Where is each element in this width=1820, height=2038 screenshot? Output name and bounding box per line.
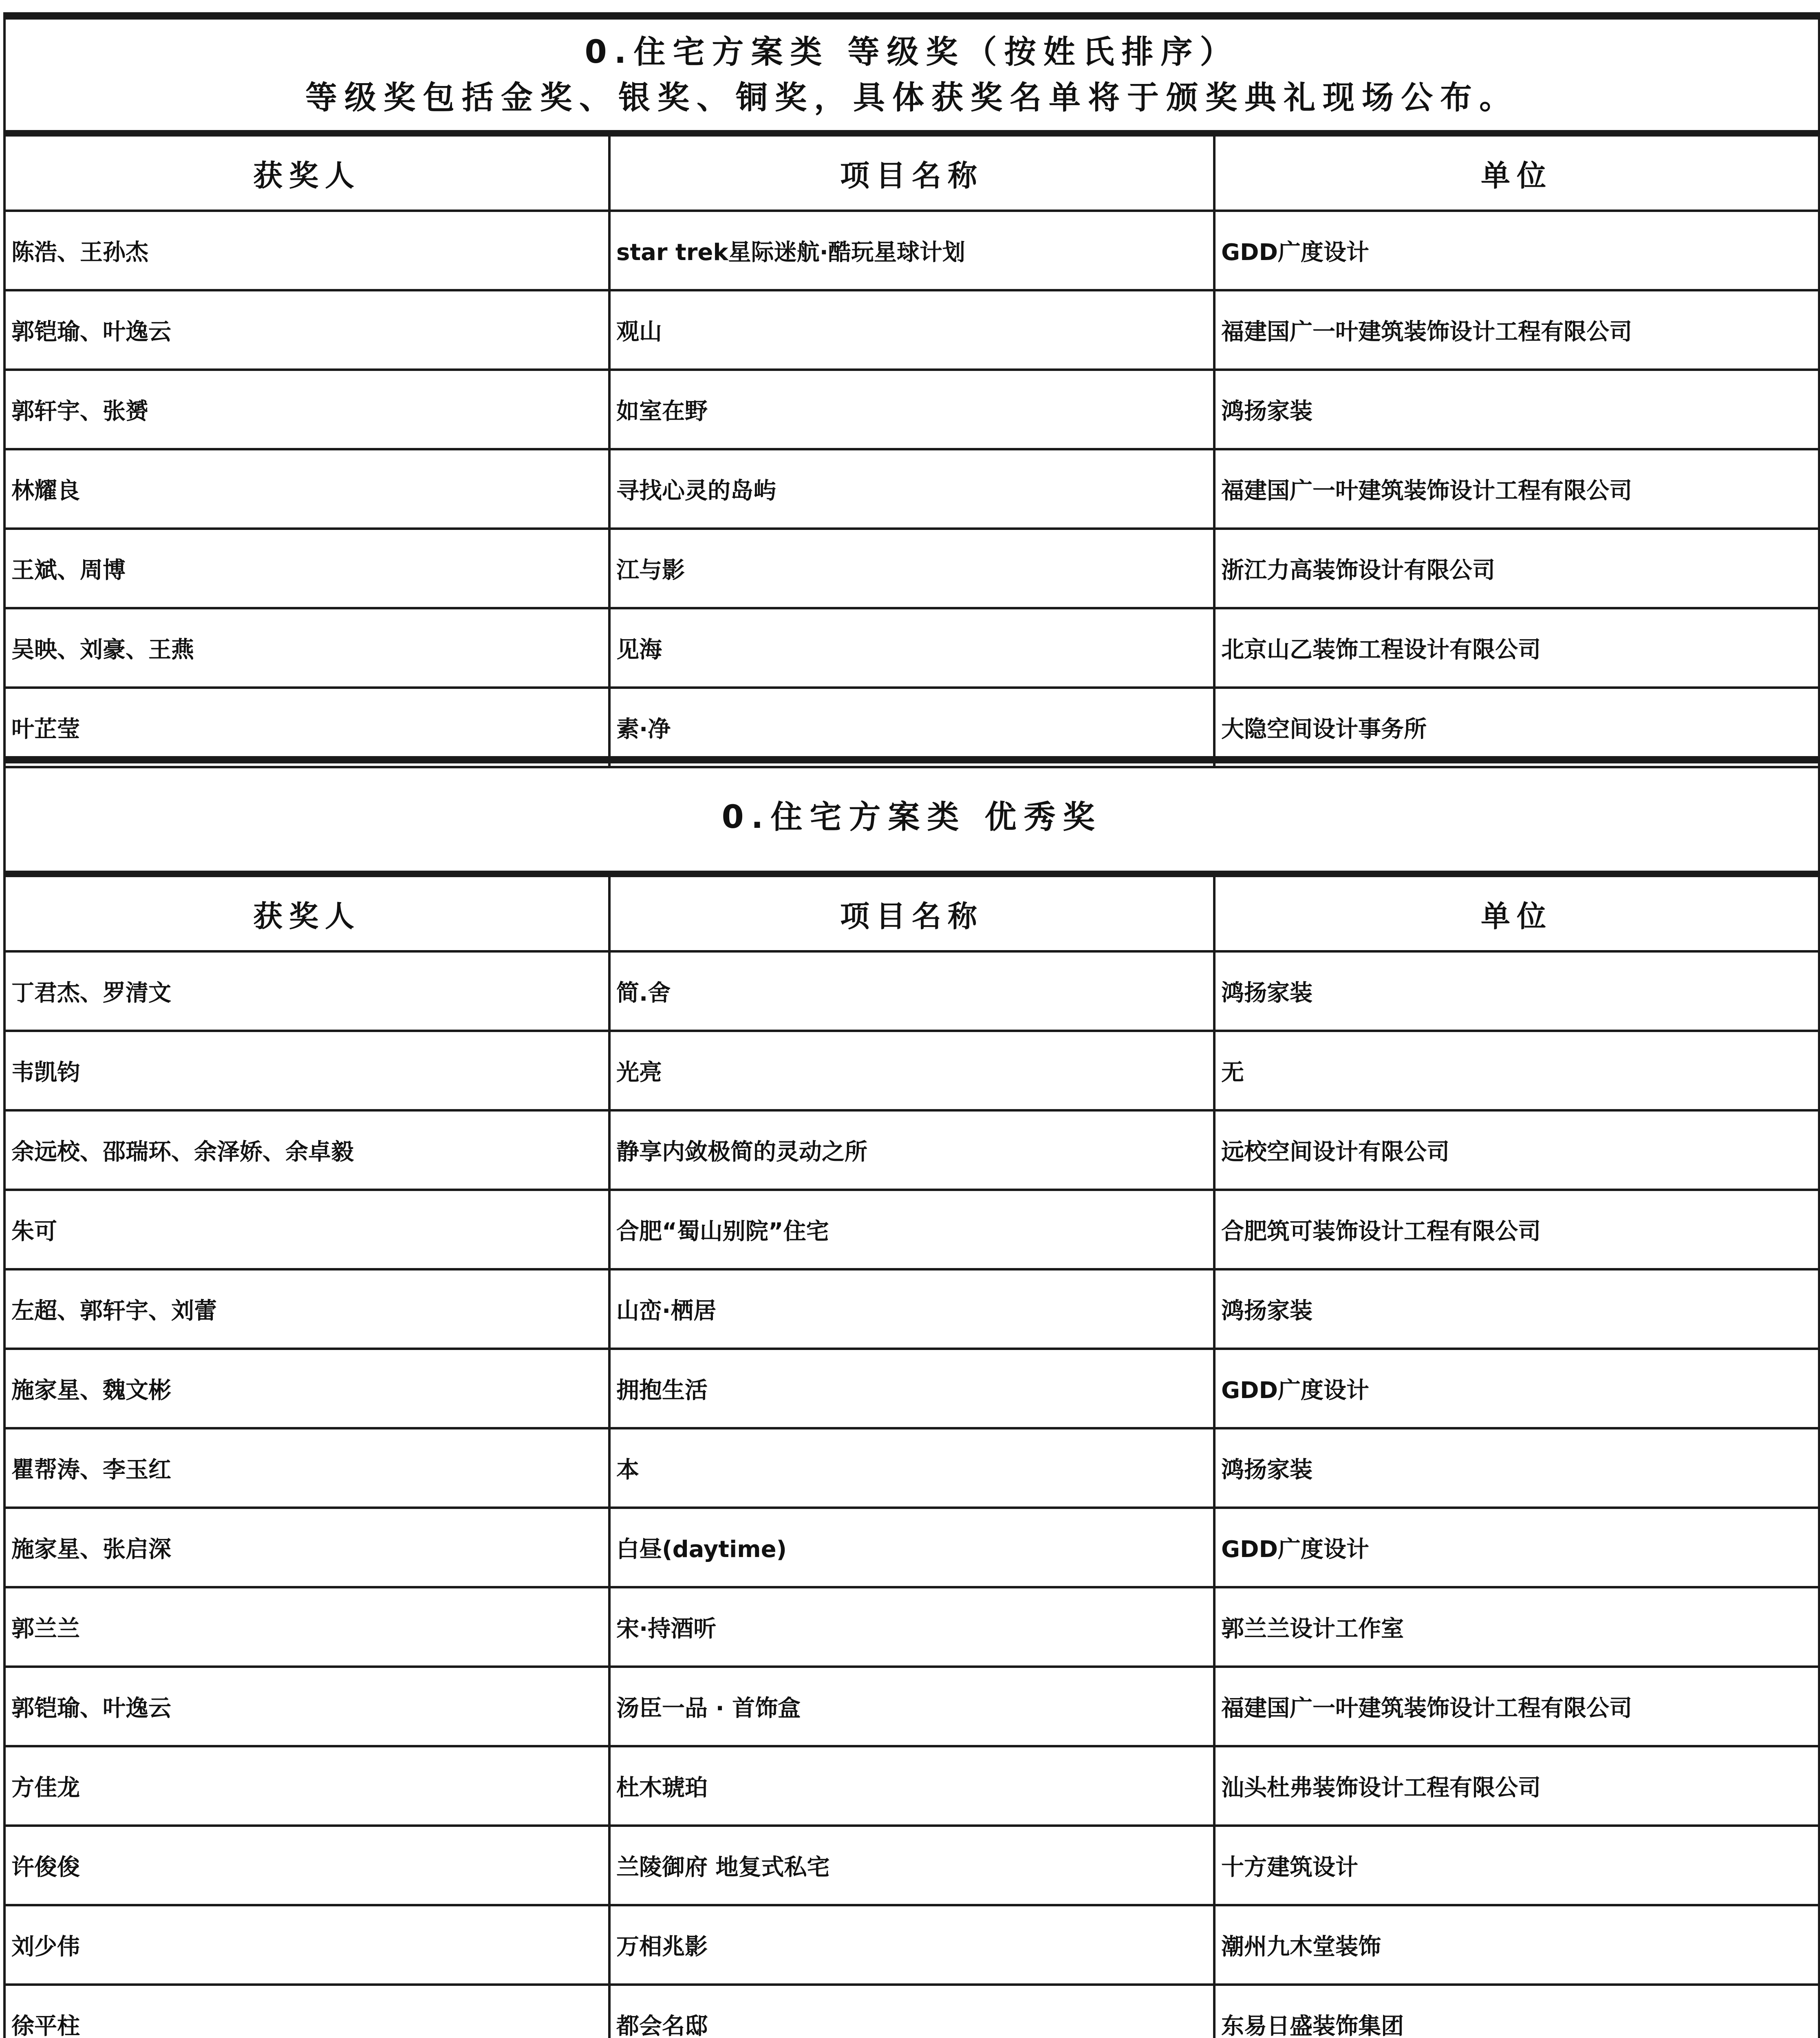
organization-cell: GDD广度设计	[1214, 1349, 1819, 1428]
winner-cell: 余远校、邵瑞环、余泽娇、余卓毅	[4, 1110, 609, 1190]
table-row	[4, 608, 1819, 688]
winner-cell: 徐平柱	[4, 1985, 609, 2038]
winner-cell: 郭轩宇、张赟	[4, 370, 609, 449]
project-cell: 拥抱生活	[609, 1349, 1214, 1428]
organization-cell: 远校空间设计有限公司	[1214, 1110, 1819, 1190]
table-row	[4, 1746, 1819, 1826]
project-cell: 见海	[609, 608, 1214, 688]
table-row	[4, 211, 1819, 290]
winner-cell: 刘少伟	[4, 1905, 609, 1985]
table-row	[4, 1905, 1819, 1985]
winner-cell: 陈浩、王孙杰	[4, 211, 609, 290]
project-cell: 本	[609, 1428, 1214, 1508]
table-row	[4, 951, 1819, 1031]
table-row	[4, 290, 1819, 370]
winner-cell: 丁君杰、罗清文	[4, 951, 609, 1031]
organization-cell: 福建国广一叶建筑装饰设计工程有限公司	[1214, 290, 1819, 370]
winner-cell: 郭兰兰	[4, 1587, 609, 1667]
winner-cell: 郭铠瑜、叶逸云	[4, 290, 609, 370]
project-cell: star trek星际迷航·酷玩星球计划	[609, 211, 1214, 290]
table-row	[4, 1667, 1819, 1746]
winner-cell: 施家星、张启深	[4, 1508, 609, 1587]
project-cell: 合肥“蜀山别院”住宅	[609, 1190, 1214, 1269]
project-cell: 万相兆影	[609, 1905, 1214, 1985]
grade-award-table	[3, 12, 1820, 768]
project-cell: 寻找心灵的岛屿	[609, 449, 1214, 529]
table-row	[4, 1031, 1819, 1110]
section-title	[4, 16, 1819, 133]
column-header-organization: 单位	[1214, 874, 1819, 951]
project-cell: 山峦·栖居	[609, 1269, 1214, 1349]
project-cell: 兰陵御府 地复式私宅	[609, 1826, 1214, 1905]
column-header-project: 项目名称	[609, 133, 1214, 211]
organization-cell: GDD广度设计	[1214, 211, 1819, 290]
organization-cell: 东易日盛装饰集团	[1214, 1985, 1819, 2038]
winner-cell: 瞿帮涛、李玉红	[4, 1428, 609, 1508]
organization-cell: 合肥筑可装饰设计工程有限公司	[1214, 1190, 1819, 1269]
organization-cell: 十方建筑设计	[1214, 1826, 1819, 1905]
organization-cell: 无	[1214, 1031, 1819, 1110]
table-row	[4, 688, 1819, 767]
organization-cell: 浙江力高装饰设计有限公司	[1214, 529, 1819, 608]
table-row	[4, 1428, 1819, 1508]
table-body	[4, 211, 1819, 767]
project-cell: 光亮	[609, 1031, 1214, 1110]
project-cell: 如室在野	[609, 370, 1214, 449]
organization-cell: 鸿扬家装	[1214, 370, 1819, 449]
organization-cell: 潮州九木堂装饰	[1214, 1905, 1819, 1985]
winner-cell: 朱可	[4, 1190, 609, 1269]
project-cell: 静享内敛极简的灵动之所	[609, 1110, 1214, 1190]
table-row	[4, 449, 1819, 529]
organization-cell: 鸿扬家装	[1214, 951, 1819, 1031]
winner-cell: 左超、郭轩宇、刘蕾	[4, 1269, 609, 1349]
organization-cell: 鸿扬家装	[1214, 1269, 1819, 1349]
table-row	[4, 1587, 1819, 1667]
column-header-row	[4, 133, 1819, 211]
project-cell: 素·净	[609, 688, 1214, 767]
winner-cell: 林耀良	[4, 449, 609, 529]
project-cell: 观山	[609, 290, 1214, 370]
table-title-row	[4, 16, 1819, 133]
section-title-line-1: 0.住宅方案类 等级奖（按姓氏排序）	[585, 33, 1239, 71]
project-cell: 都会名邸	[609, 1985, 1214, 2038]
table-title-row	[4, 760, 1819, 874]
winner-cell: 施家星、魏文彬	[4, 1349, 609, 1428]
organization-cell: 鸿扬家装	[1214, 1428, 1819, 1508]
organization-cell: 大隐空间设计事务所	[1214, 688, 1819, 767]
table-row	[4, 1269, 1819, 1349]
table-row	[4, 1110, 1819, 1190]
organization-cell: 北京山乙装饰工程设计有限公司	[1214, 608, 1819, 688]
section-title-line-2: 等级奖包括金奖、银奖、铜奖，具体获奖名单将于颁奖典礼现场公布。	[305, 79, 1519, 116]
project-cell: 江与影	[609, 529, 1214, 608]
table-row	[4, 370, 1819, 449]
project-cell: 白昼(daytime)	[609, 1508, 1214, 1587]
project-cell: 宋·持酒听	[609, 1587, 1214, 1667]
project-cell: 汤臣一品 · 首饰盒	[609, 1667, 1214, 1746]
column-header-winner: 获奖人	[4, 874, 609, 951]
winner-cell: 郭铠瑜、叶逸云	[4, 1667, 609, 1746]
table-row	[4, 1349, 1819, 1428]
section-title: 0.住宅方案类 优秀奖	[4, 760, 1819, 874]
winner-cell: 韦凯钧	[4, 1031, 609, 1110]
organization-cell: 福建国广一叶建筑装饰设计工程有限公司	[1214, 1667, 1819, 1746]
column-header-winner: 获奖人	[4, 133, 609, 211]
organization-cell: 福建国广一叶建筑装饰设计工程有限公司	[1214, 449, 1819, 529]
column-header-organization: 单位	[1214, 133, 1819, 211]
project-cell: 简.舍	[609, 951, 1214, 1031]
winner-cell: 王斌、周博	[4, 529, 609, 608]
winner-cell: 方佳龙	[4, 1746, 609, 1826]
organization-cell: 汕头杜弗装饰设计工程有限公司	[1214, 1746, 1819, 1826]
table-row	[4, 1190, 1819, 1269]
winner-cell: 吴映、刘豪、王燕	[4, 608, 609, 688]
project-cell: 杜木琥珀	[609, 1746, 1214, 1826]
column-header-project: 项目名称	[609, 874, 1214, 951]
table-row	[4, 1826, 1819, 1905]
excellence-award-table	[3, 756, 1820, 2038]
table-row	[4, 529, 1819, 608]
organization-cell: GDD广度设计	[1214, 1508, 1819, 1587]
table-row	[4, 1508, 1819, 1587]
table-body	[4, 951, 1819, 2038]
column-header-row	[4, 874, 1819, 951]
winner-cell: 许俊俊	[4, 1826, 609, 1905]
organization-cell: 郭兰兰设计工作室	[1214, 1587, 1819, 1667]
winner-cell: 叶芷莹	[4, 688, 609, 767]
table-row	[4, 1985, 1819, 2038]
